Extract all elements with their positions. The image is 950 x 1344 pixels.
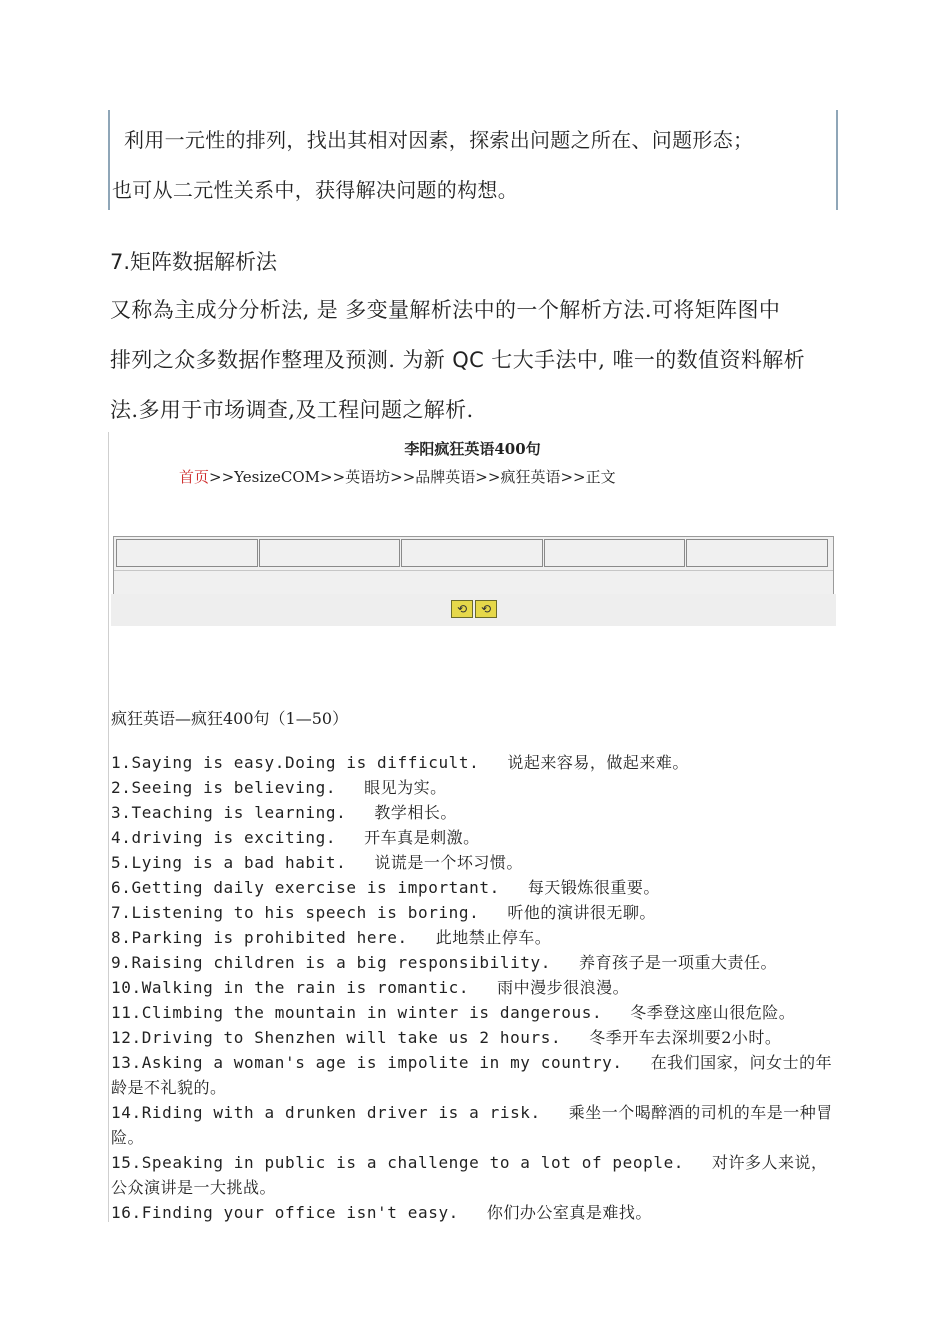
sentence-chinese: 此地禁止停车。 [435,928,552,947]
sentence-item [111,800,833,825]
sentence-english: 1.Saying is easy.Doing is difficult. [111,753,480,772]
sentence-item [111,1200,833,1225]
sentence-chinese: 开车真是刺激。 [364,828,480,847]
sentence-english: 12.Driving to Shenzhen will take us 2 hours. [111,1028,562,1047]
refresh-icon[interactable]: ⟲ [475,600,497,618]
quote-line-2: 也可从二元性关系中，获得解决问题的构想。 [112,178,518,202]
grid-cell [259,539,401,567]
sentence-english: 14.Riding with a drunken driver is a risk. [111,1103,541,1122]
sentence-item [111,775,833,800]
paragraph-line-2-post: 七大手法中, 唯一的数值资料解析 [484,348,806,372]
sentence-item [111,925,833,950]
sentence-item [111,1050,833,1100]
grid-row [116,539,829,567]
sentence-english: 4.driving is exciting. [111,828,337,847]
icon-strip [111,594,836,626]
grid-divider [114,570,833,571]
sentence-item [111,850,833,875]
sentence-chinese: 说谎是一个坏习惯。 [374,853,523,872]
qc-term: QC [452,348,485,372]
sentence-item [111,900,833,925]
sentence-chinese: 听他的演讲很无聊。 [507,903,656,922]
sentence-english: 16.Finding your office isn't easy. [111,1203,459,1222]
sentence-chinese: 冬季登这座山很危险。 [630,1003,796,1022]
paragraph-line-1: 又称為主成分分析法, 是 多变量解析法中的一个解析方法.可将矩阵图中 [110,298,781,322]
grid-cell [544,539,686,567]
sentence-item [111,875,833,900]
sentence-item [111,975,833,1000]
sentence-english: 6.Getting daily exercise is important. [111,878,500,897]
embed-title: 李阳疯狂英语400句 [404,440,541,458]
sentence-chinese: 说起来容易，做起来难。 [507,753,689,772]
sentence-list [111,750,833,1225]
sentence-english: 5.Lying is a bad habit. [111,853,347,872]
sentence-chinese: 乘坐一个喝醉酒的司机的车是一种冒险。 [111,1103,833,1147]
sentence-english: 3.Teaching is learning. [111,803,347,822]
paragraph-line-2-pre: 排列之众多数据作整理及预测. 为新 [110,348,453,372]
sentence-item [111,1150,833,1200]
sentence-item [111,750,833,775]
paragraph-line-3: 法.多用于市场调查,及工程问题之解析. [110,398,474,422]
breadcrumb [179,466,616,487]
grid-cell [116,539,258,567]
sentence-item [111,1025,833,1050]
refresh-icon[interactable]: ⟲ [451,600,473,618]
sentence-english: 13.Asking a woman's age is impolite in my country. [111,1053,623,1072]
sentence-chinese: 教学相长。 [374,803,457,822]
section-heading: 7.矩阵数据解析法 [110,250,278,274]
empty-grid-table [113,536,834,596]
quote-line-1: 利用一元性的排列，找出其相对因素，探索出问题之所在、问题形态； [124,128,754,152]
sentence-english: 10.Walking in the rain is romantic. [111,978,470,997]
sentence-chinese: 眼见为实。 [364,778,447,797]
sentence-chinese: 每天锻炼很重要。 [527,878,660,897]
sentence-chinese: 你们办公室真是难找。 [486,1203,652,1222]
embedded-webpage [108,432,836,1222]
quote-box [108,110,838,210]
sentence-item [111,1000,833,1025]
sentence-chinese: 对许多人来说，公众演讲是一大挑战。 [111,1153,828,1197]
grid-cell [401,539,543,567]
sentence-chinese: 冬季开车去深圳要2小时。 [589,1028,782,1047]
breadcrumb-home-link[interactable]: 首页 [179,468,210,486]
list-title: 疯狂英语—疯狂400句（1—50） [111,709,349,728]
sentence-item [111,950,833,975]
paragraph-line-2 [110,344,805,374]
sentence-english: 7.Listening to his speech is boring. [111,903,480,922]
grid-cell [686,539,828,567]
sentence-chinese: 在我们国家，问女士的年龄是不礼貌的。 [111,1053,833,1097]
sentence-chinese: 养育孩子是一项重大责任。 [579,953,778,972]
sentence-english: 15.Speaking in public is a challenge to a lot of people. [111,1153,685,1172]
sentence-item [111,1100,833,1150]
sentence-english: 8.Parking is prohibited here. [111,928,408,947]
sentence-item [111,825,833,850]
sentence-english: 2.Seeing is believing. [111,778,337,797]
breadcrumb-path[interactable]: >>YesizeCOM>>英语坊>>品牌英语>>疯狂英语>>正文 [209,468,616,486]
sentence-english: 11.Climbing the mountain in winter is dangerous. [111,1003,603,1022]
sentence-english: 9.Raising children is a big responsibility. [111,953,552,972]
sentence-chinese: 雨中漫步很浪漫。 [497,978,630,997]
